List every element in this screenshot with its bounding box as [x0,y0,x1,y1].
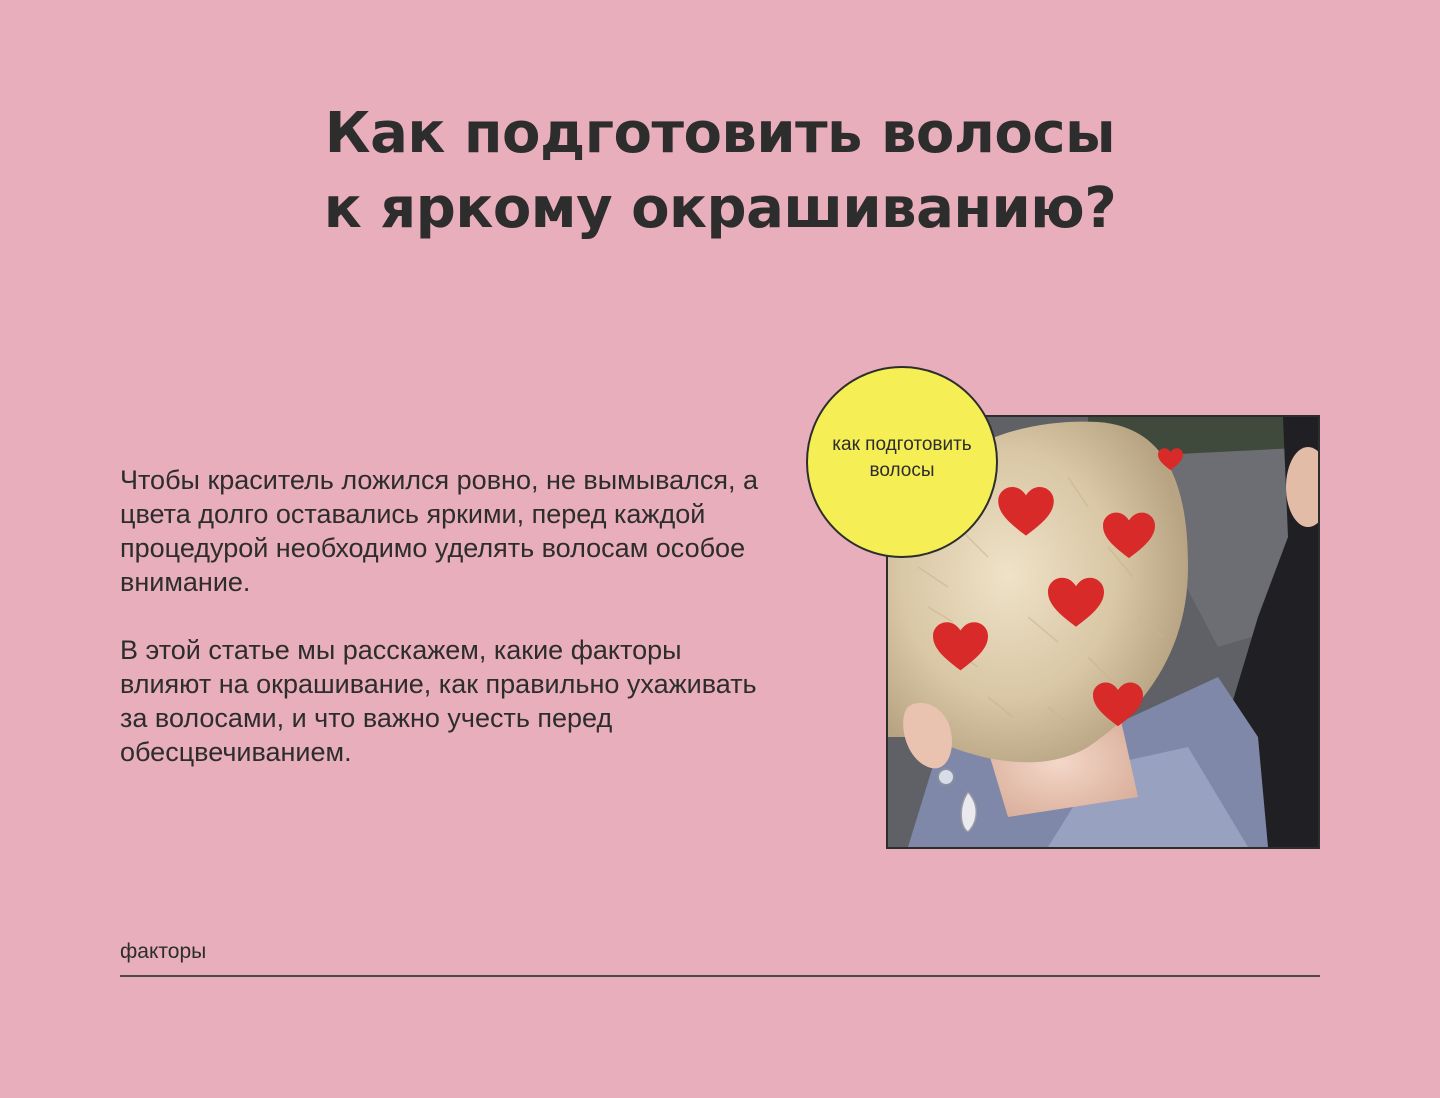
intro-paragraph-1: Чтобы краситель ложился ровно, не вымывался, а цвета долго оставались яркими, перед каждой процедурой необходимо уделять волосам особое внимание. [120,465,759,597]
intro-text [120,463,760,803]
footer-divider [120,975,1320,977]
footer-label[interactable]: факторы [120,940,207,963]
badge-circle [806,366,998,558]
page-title: Как подготовить волосы к яркому окрашиванию? [323,101,1117,241]
intro-paragraph-2: В этой статье мы расскажем, какие факторы влияют на окрашивание, как правильно ухаживать за волосами, и что важно учесть перед обесцвечиванием. [120,635,757,767]
badge-text: как подготовить волосы [832,434,972,481]
